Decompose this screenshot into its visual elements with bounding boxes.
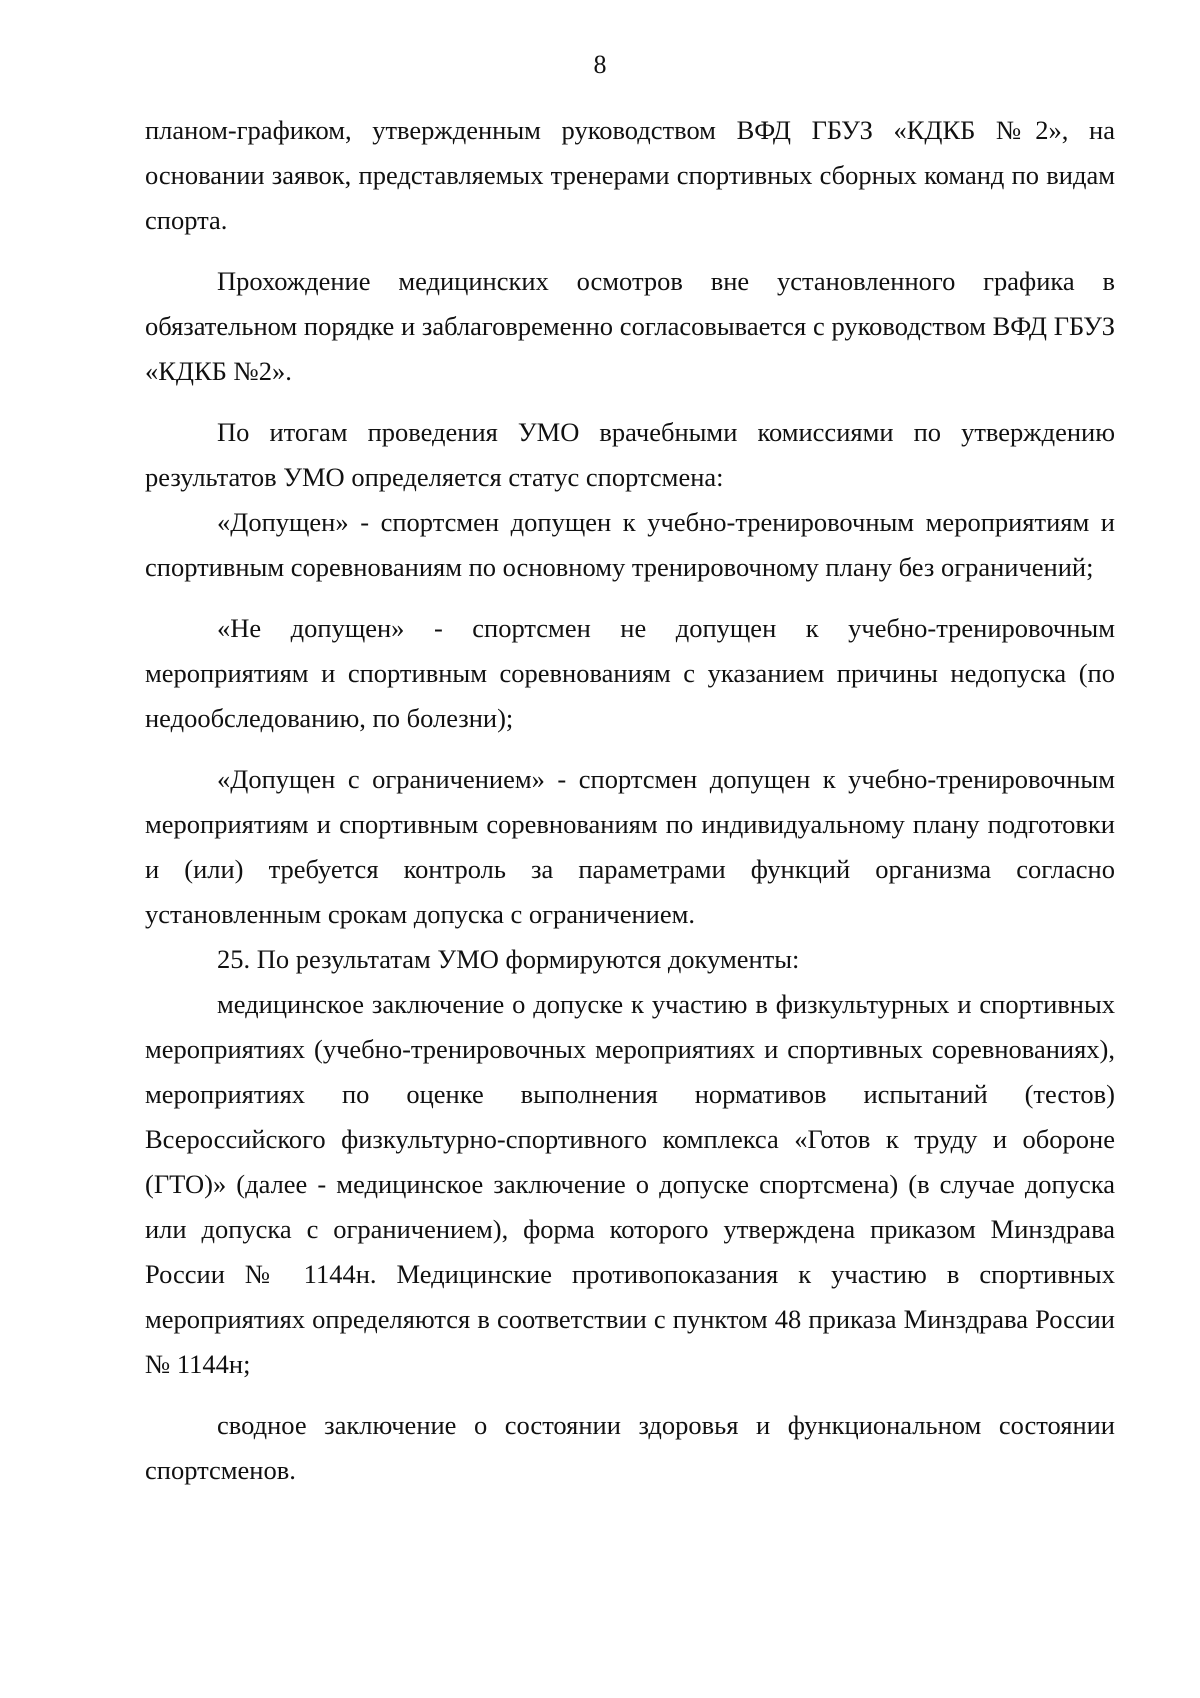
paragraph-status-admitted-limited: «Допущен с ограничением» - спортсмен допущен к учебно-тренировочным мероприятиям и спортивным соревнованиям по индивидуальному плану подготовки и (или) требуется контроль за параметрами функций организма согласно установленным срокам допуска с ограничением. [145,764,1115,929]
paragraph-status-not-admitted: «Не допущен» - спортсмен не допущен к учебно-тренировочным мероприятиям и спортивным соревнованиям с указанием причины недопуска (по недообследованию, по болезни); [145,613,1115,733]
document-body [145,108,1115,1493]
paragraph-status-admitted: «Допущен» - спортсмен допущен к учебно-тренировочным мероприятиям и спортивным соревнованиям по основному тренировочному плану без ограничений; [145,507,1115,582]
paragraph-schedule-continuation: планом-графиком, утвержденным руководством ВФД ГБУЗ «КДКБ №2», на основании заявок, представляемых тренерами спортивных сборных команд по видам спорта. [145,115,1115,235]
page-number: 8 [593,50,607,79]
paragraph-status-intro: По итогам проведения УМО врачебными комиссиями по утверждению результатов УМО определяется статус спортсмена: [145,417,1115,492]
paragraph-medical-conclusion: медицинское заключение о допуске к участию в физкультурных и спортивных мероприятиях (учебно-тренировочных мероприятиях и спортивных соревнованиях), мероприятиях по оценке выполнения нормативов испытаний (тестов) Всероссийского физкультурно-спортивного комплекса «Готов к труду и обороне (ГТО)» (далее - медицинское заключение о допуске спортсмена) (в случае допуска или допуска с ограничением), форма которого утверждена приказом Минздрава России № 1144н. Медицинские противопоказания к участию в спортивных мероприятиях определяются в соответствии с пунктом 48 приказа Минздрава России № 1144н; [145,989,1115,1379]
paragraph-summary-conclusion: сводное заключение о состоянии здоровья и функциональном состоянии спортсменов. [145,1410,1115,1485]
paragraph-section-25: 25. По результатам УМО формируются документы: [217,944,800,974]
paragraph-off-schedule-exams: Прохождение медицинских осмотров вне установленного графика в обязательном порядке и заблаговременно согласовывается с руководством ВФД ГБУЗ «КДКБ №2». [145,266,1115,386]
